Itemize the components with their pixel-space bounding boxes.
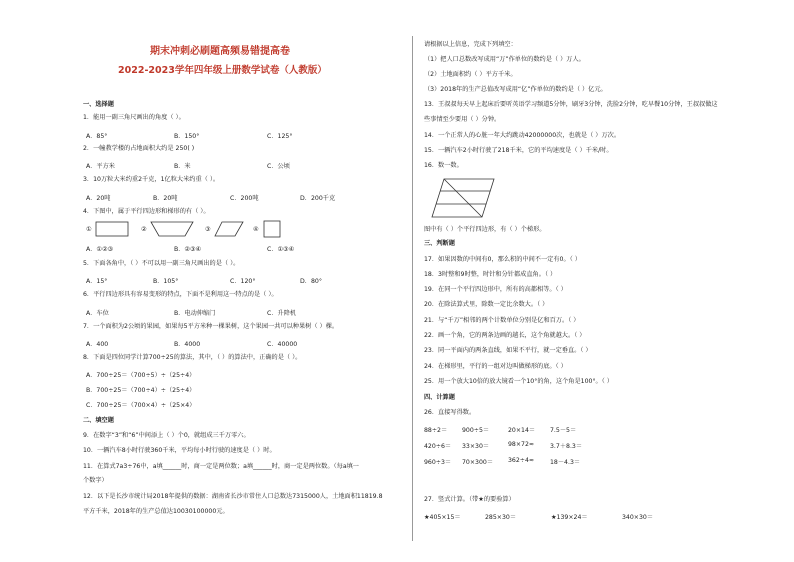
q5-option-c: C．120° (230, 278, 256, 285)
q7-option-c: C．40000 (267, 341, 298, 348)
q2-option-b: B．米 (174, 163, 191, 170)
q7-option-a: A．400 (86, 341, 109, 348)
q4-rectangle-figure (95, 220, 131, 238)
q5-option-b: B．105° (153, 278, 179, 285)
q4-option-b: B．②③④ (174, 246, 202, 253)
q12-part-1: （1）把人口总数改写成用“万”作单位的数约是（ ）万人。 (424, 56, 585, 63)
calc-1-1: 88÷2＝ (424, 427, 448, 434)
question-12-line1: 12．以下是长沙市统计局2018年提供的数据：湖南省长沙市常住人口总数达7315000人，土地面积11819.8 (83, 493, 383, 500)
q2-option-c: C．公顷 (267, 163, 290, 170)
q6-option-b: B．电动伸缩门 (174, 310, 216, 317)
q6-option-a: A．车位 (86, 310, 109, 317)
calc-2-4: 3.7＋8.3＝ (550, 443, 583, 450)
question-16: 16．数一数。 (424, 162, 463, 169)
q2-option-a: A．平方米 (86, 163, 115, 170)
exam-subtitle: 2022-2023学年四年级上册数学试卷（人教版） (118, 65, 327, 76)
question-5: 5．下面各角中，（ ）不可以用一副三角尺画出的是（ ）。 (83, 260, 240, 267)
question-13-line1: 13．王叔叔每天早上起床后要听英语学习频道5分钟，刷牙3分钟，洗脸2分钟，吃早餐10分钟，王叔叔做这 (424, 101, 718, 108)
question-6: 6．平行四边形具有容易变形的特点，下面不是利用这一特点的是（ ）。 (83, 291, 278, 298)
q8-option-b: B．700÷25＝（700÷4）÷（25÷4） (86, 387, 196, 394)
judge-25: 25．用一个放大10倍的放大镜看一个10°的角，这个角是100°。（ ） (424, 378, 613, 385)
judge-17: 17．如果因数的中间有0，那么积的中间不一定有0。（ ） (424, 256, 581, 263)
q4-square-figure (262, 219, 282, 239)
q12-part-2: （2）土地面积约（ ）平方千米。 (424, 71, 517, 78)
q4-label-4: ④ (253, 226, 259, 233)
calc-3-1: 960÷3＝ (424, 459, 452, 466)
question-14: 14．一个正常人的心脏一年大约跳动42000000次，也就是（ ）万次。 (424, 132, 621, 139)
question-10: 10．一辆汽车8小时行驶360千米，平均每小时行驶的速度是（ ）时。 (83, 447, 276, 454)
calc-1-4: 7.5－5＝ (550, 427, 577, 434)
q6-option-c: C．升降机 (267, 310, 297, 317)
q3-option-c: C．200吨 (230, 195, 259, 202)
question-2: 2．一幢教学楼的占地面积大约是 250( ) (83, 145, 195, 152)
q12-part-3: （3）2018年的生产总值改写成用“亿”作单位的数约是（ ）亿元。 (424, 86, 607, 93)
judge-23: 23．同一平面内的两条直线，如果不平行，就一定垂直。（ ） (424, 347, 592, 354)
q3-option-a: A．20吨 (86, 195, 111, 202)
vertical-calc-3: ★139×24＝ (551, 514, 588, 521)
q7-option-b: B．4000 (174, 341, 201, 348)
q16-count-figure (430, 177, 498, 221)
calc-1-2: 900÷5＝ (462, 427, 490, 434)
q4-option-c: C．①③④ (267, 246, 295, 253)
section-fill: 二、填空题 (83, 417, 114, 424)
q1-option-b: B．150° (174, 133, 200, 140)
q5-option-d: D．80° (300, 278, 322, 285)
calc-1-3: 20×14＝ (508, 427, 536, 434)
q1-option-c: C．125° (267, 133, 293, 140)
question-11-line1: 11．在算式7a3÷76中，a填______时，商一定是两位数；a填______时，商一定是两位数。（每a填一 (83, 463, 359, 470)
calc-3-4: 18－4.3＝ (550, 459, 581, 466)
judge-22: 22．画一个角，它的两条边画的越长，这个角就越大。（ ） (424, 332, 586, 339)
question-15: 15．一辆汽车2小时行驶了218千米，它的平均速度是（ ）千米/时。 (424, 147, 613, 154)
q4-label-1: ① (86, 226, 92, 233)
calc-2-3: 98×72≈ (508, 441, 535, 448)
question-26: 26．直接写得数。 (424, 409, 476, 416)
judge-20: 20．在除法算式里，除数一定比余数大。（ ） (424, 301, 549, 308)
vertical-calc-2: 285×30＝ (485, 514, 517, 521)
q8-option-a: A．700÷25＝（700÷5）÷（25÷4） (86, 372, 196, 379)
section-calc: 四、计算题 (424, 394, 455, 401)
judge-24: 24．在梯形里，平行的一组对边叫做梯形的底。（ ） (424, 363, 567, 370)
question-1: 1．能用一副三角尺画出的角度（ ）。 (83, 114, 185, 121)
q16-answer-line: 图中有（ ）个平行四边形，有（ ）个梯形。 (424, 226, 546, 233)
q4-option-a: A．①②③ (86, 246, 114, 253)
vertical-calc-1: ★405×15＝ (424, 514, 461, 521)
calc-3-3: 362÷4≈ (508, 457, 535, 464)
question-13-line2: 些事情至少要用（ ）分钟。 (424, 116, 501, 123)
question-8: 8．下面是四位同学计算700÷25的算法，其中，（ ）的算法中，正确的是（ ）。 (83, 354, 302, 361)
exam-title: 期末冲刺必刷题高频易错提高卷 (150, 46, 290, 57)
question-3: 3．10万粒大米约重2千克，1亿粒大米约重（ ）。 (83, 176, 220, 183)
column-divider (412, 36, 413, 541)
question-11-line2: 个数字） (83, 477, 108, 484)
q4-label-2: ② (141, 226, 147, 233)
question-7: 7．一个面积为2公顷的果园，如果每5平方米种一棵果树，这个果园一共可以种果树（ ）棵。 (83, 323, 339, 330)
calc-2-2: 33×30＝ (462, 443, 490, 450)
q3-option-d: D．200千克 (300, 195, 336, 202)
q3-option-b: B．20吨 (153, 195, 178, 202)
q12-instruction: 请根据以上信息，完成下列填空： (424, 41, 517, 48)
vertical-calc-4: 340×30＝ (622, 514, 654, 521)
calc-3-2: 70×300＝ (462, 459, 494, 466)
q4-label-3: ③ (205, 226, 211, 233)
calc-2-1: 420÷6＝ (424, 443, 452, 450)
judge-19: 19．在同一个平行四边形中，所有的高都相等。（ ） (424, 286, 567, 293)
section-choice: 一、选择题 (83, 101, 114, 108)
question-27: 27．竖式计算。（带★的要验算） (424, 496, 515, 503)
judge-21: 21．与“千万”相邻的两个计数单位分别是亿和百万。（ ） (424, 317, 580, 324)
q4-parallelogram-figure (214, 220, 244, 238)
section-judge: 三、判断题 (424, 240, 455, 247)
question-12-line2: 平方千米，2018年的生产总值达10030100000元。 (83, 508, 229, 515)
question-4: 4．下图中，属于平行四边形和梯形的有（ ）。 (83, 208, 210, 215)
question-9: 9．在数字“3”和“6”中间添上（ ）个0，就组成三千万零六。 (83, 432, 250, 439)
q4-trapezoid-figure (150, 220, 194, 238)
q8-option-c: C．700÷25＝（700×4）÷（25×4） (86, 402, 196, 409)
q1-option-a: A．85° (86, 133, 108, 140)
judge-18: 18．3时整和9时整，时针和分针都成直角。（ ） (424, 271, 557, 278)
q5-option-a: A．15° (86, 278, 108, 285)
